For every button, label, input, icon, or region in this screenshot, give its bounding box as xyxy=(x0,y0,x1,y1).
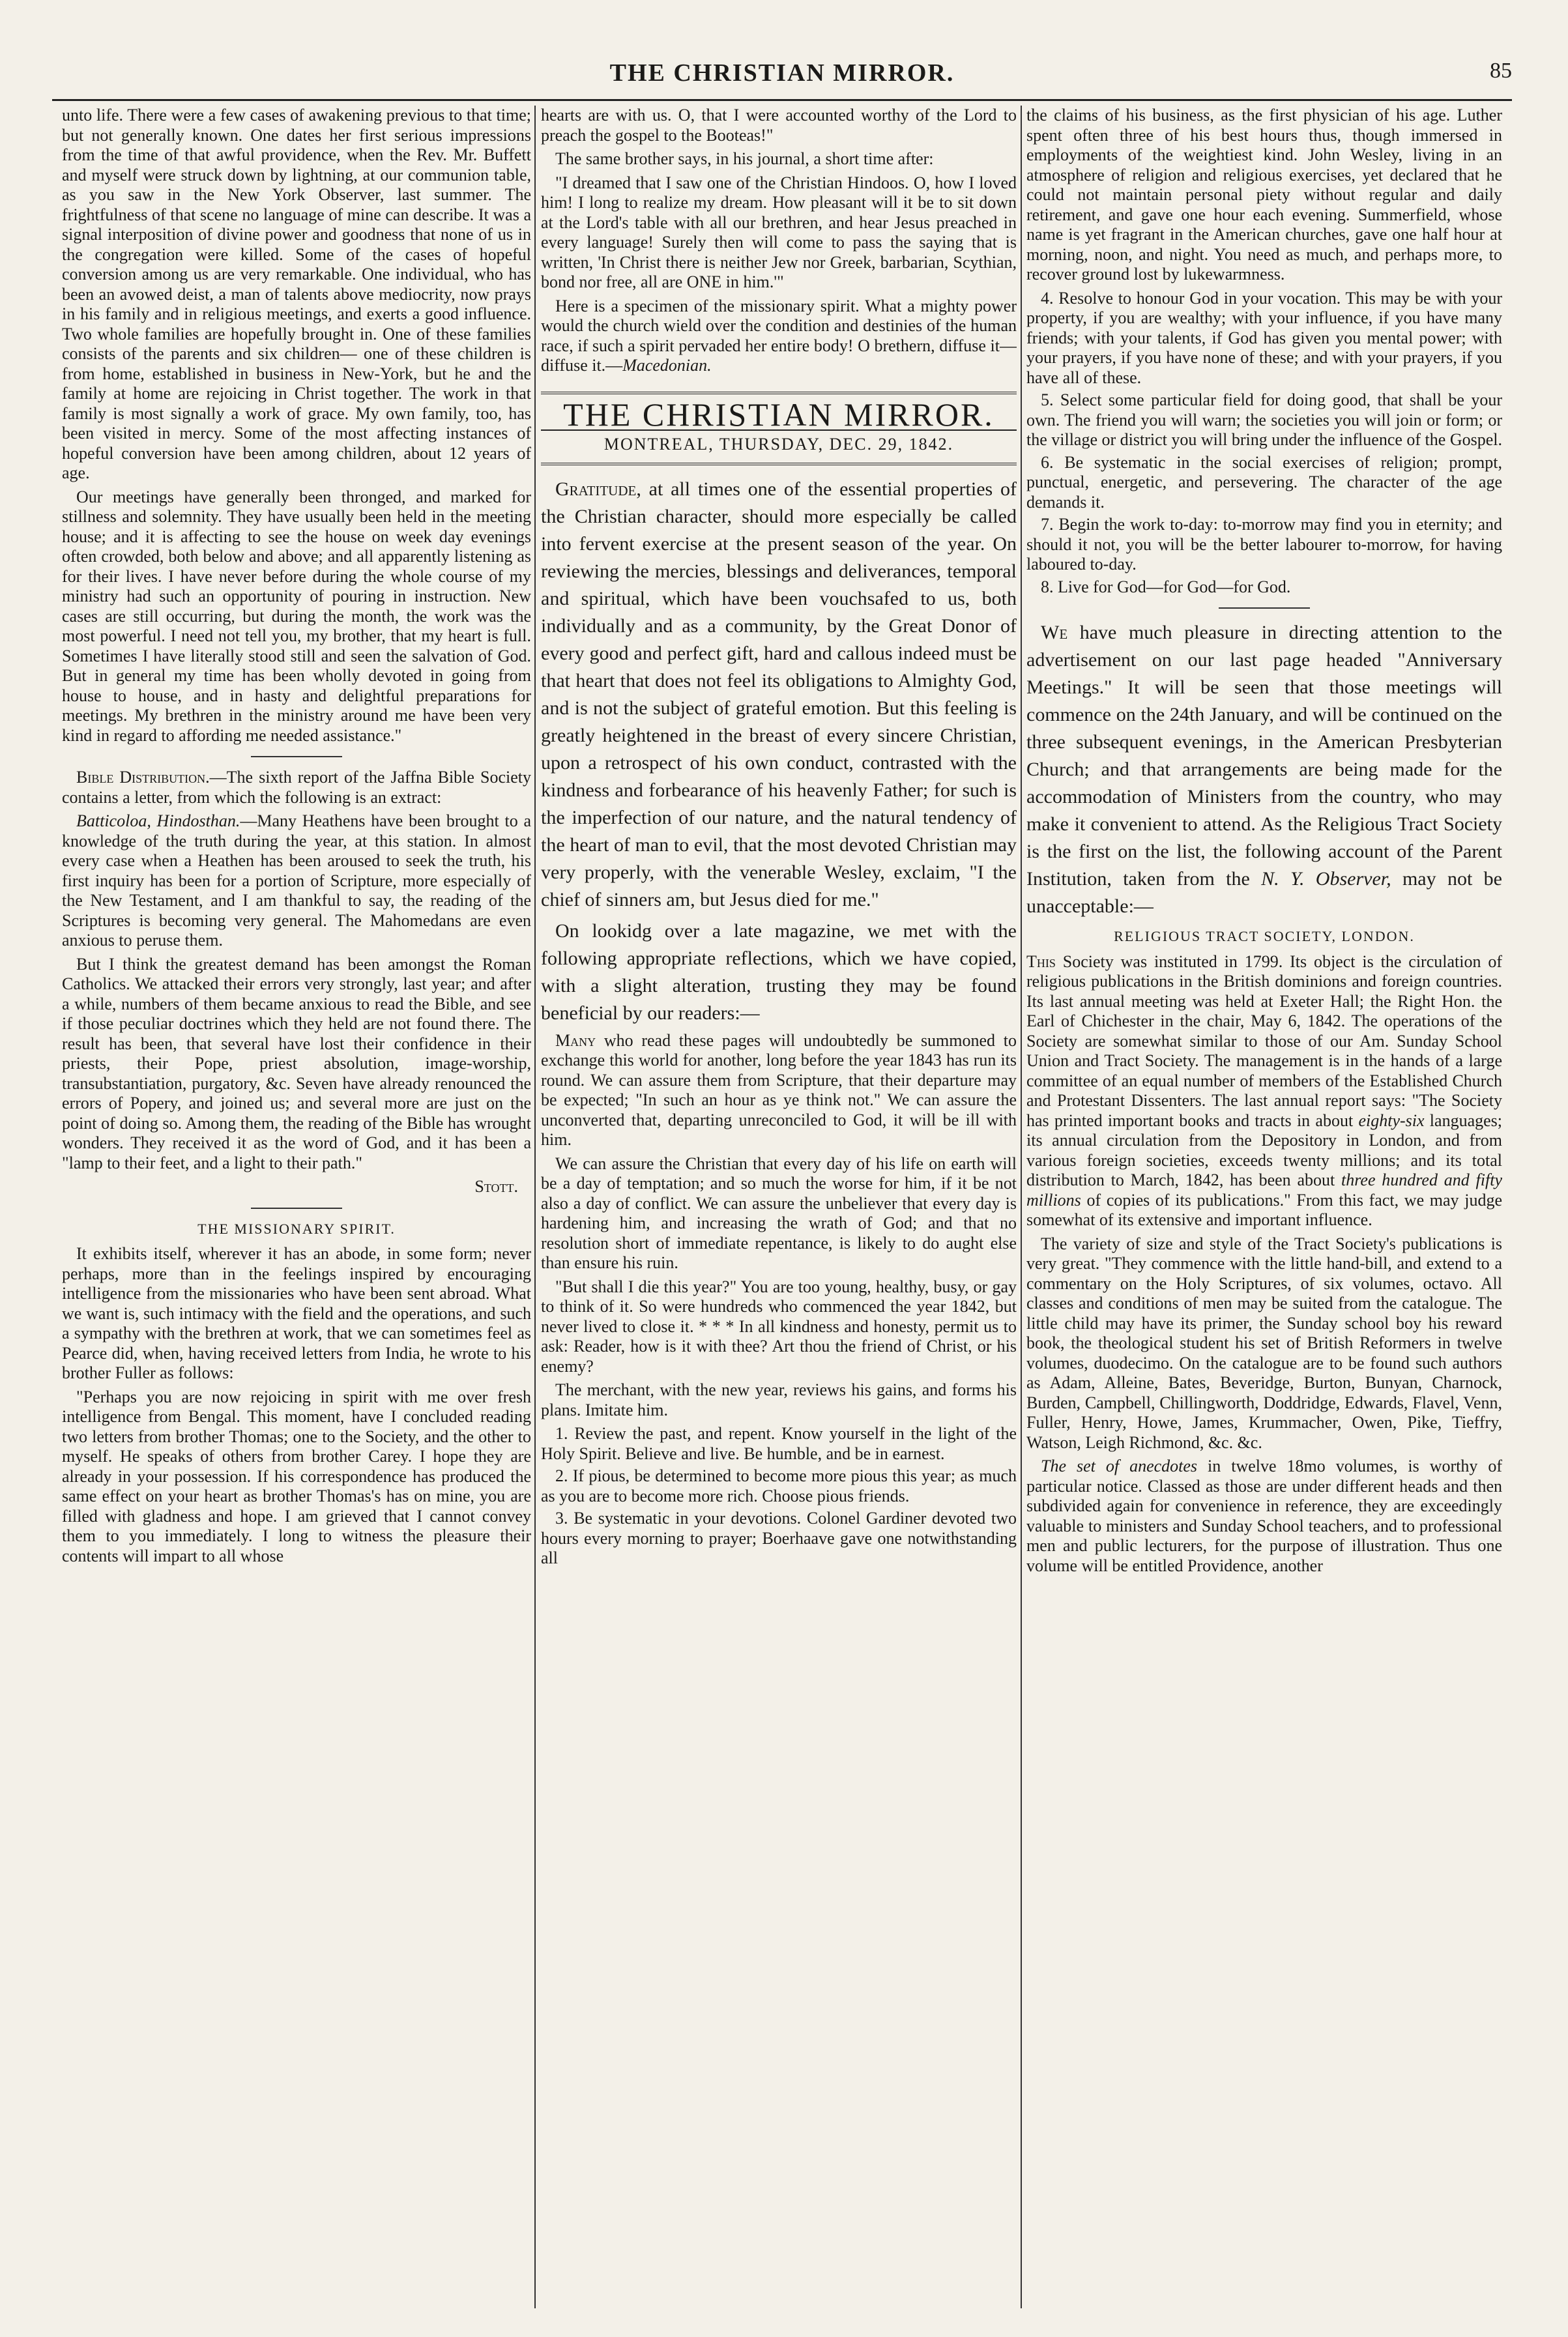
paragraph: The variety of size and style of the Tract Society's publications is very great. "They commence with the little hand-bill, and extend to a commentary on the Holy Scriptures, of six volumes, octavo. All classes and conditions of men may be suited from the catalogue. The little child may have its primer, the Sunday school boy his reward book, the theological student his set of British Reformers in twelve volumes, duodecimo. On the catalogue are to be found such authors as Adam, Alleine, Bates, Beveridge, Burton, Bunyan, Charnock, Burden, Campbell, Chillingworth, Doddridge, Edwards, Flavel, Venn, Fuller, Henry, Howe, James, Krummacher, Owen, Pike, Tieffry, Watson, Leigh Richmond, &c. &c. xyxy=(1026,1234,1502,1452)
column-3 xyxy=(1026,106,1502,2308)
paragraph: "Perhaps you are now rejoicing in spirit with me over fresh intelligence from Bengal. This moment, have I concluded reading two letters from brother Thomas; one to the Society, and the other to myself. He speaks of others from brother Carey. I hope they are already in your possession. If his correspondence has produced the same effect on your heart as brother Thomas's has on mine, you are filled with gladness and hope. I am grieved that I cannot convey them to you immediately. I long to witness the pleasure their contents will impart to all whose xyxy=(62,1387,531,1565)
dateline: Batticoloa, Hindosthan. xyxy=(76,811,240,830)
editorial-paragraph: Gratitude, at all times one of the essential properties of the Christian character, should more especially be called into fervent exercise at the present season of the year. On reviewing the mercies, blessings and deliverances, temporal and spiritual, which have been vouchsafed to us, both individually and as a community, by the Great Donor of every good and perfect gift, hard and callous indeed must be that heart that does not feel its obligations to Almighty God, and is not the subject of grateful emotion. But this feeling is greatly heightened in the breast of every sincere Christian, upon a retrospect of his own conduct, contrasted with the kindness and forbearance of his heavenly Father; for such is the imperfection of our nature, and the natural tendency of the heart of man to evil, that the most devoted Christian may very properly, with the venerable Wesley, exclaim, "I the chief of sinners am, but Jesus died for me." xyxy=(541,478,1017,910)
announcement-paragraph: We have much pleasure in directing attention to the advertisement on our last page headed "Anniversary Meetings." It will be seen that those meetings will commence on the 24th January, and will be continued on the three subsequent evenings, in the American Presbyterian Church; and that arrangements are being made for the accommodation of Ministers from the country, who may make it convenient to attend. As the Religious Tract Society is the first on the list, the following account of the Parent Institution, taken from the N. Y. Observer, may not be unacceptable:— xyxy=(1026,622,1502,917)
list-item: 1. Review the past, and repent. Know yourself in the light of the Holy Spirit. Believe and live. Be humble, and be in earnest. xyxy=(541,1424,1017,1463)
header-rule xyxy=(52,99,1512,101)
source-credit: Macedonian. xyxy=(622,356,712,375)
resolution-list xyxy=(541,1424,1017,1569)
divider xyxy=(1219,607,1310,609)
paragraph: unto life. There were a few cases of awakening previous to that time; but not generally known. One dates her first serious impressions from the time of that awful providence, when the Rev. Mr. Buffett and myself were struck down by lightning, at our communion table, as you saw in the New York Observer, last summer. The frightfulness of that scene no language of mine can describe. It was a signal interposition of divine power and goodness that none of us in the congregation were killed. Some of the cases of hopeful conversion among us are very remarkable. One individual, who has been an avowed deist, a man of talents above mediocrity, now prays in his family and in religious meetings, and exerts a good influence. Two whole families are hopefully brought in. One of these families consists of the parents and six children— one of these children is from home, established in business in New-York, but he and the family at home are rejoicing in Christ together. The work in that family is most signally a work of grace. My own family, too, has been visited in mercy. Some of the most affecting instances of hopeful conversion have been among children, about 12 years of age. xyxy=(62,106,531,482)
masthead xyxy=(541,392,1017,465)
paragraph: It exhibits itself, wherever it has an abode, in some form; never perhaps, more than in the feelings inspired by encouraging intelligence from the missionaries who have been sent abroad. What we want is, such intimacy with the field and the operations, and such a sympathy with the brethren at work, that we can sometimes feel as Pearce did, when, having received letters from India, he wrote to his brother Fuller as follows: xyxy=(62,1244,531,1382)
list-item: 4. Resolve to honour God in your vocation. This may be with your property, if you are wealthy; with your influence, if you have many friends; with your talents, if God has given you mental power; with your prayers, if you have none of these; and with your prayers, if you have all of these. xyxy=(1026,288,1502,387)
section-lead: Many xyxy=(555,1030,596,1050)
paragraph: Our meetings have generally been thronged, and marked for stillness and solemnity. They have usually been held in the meeting house; and it is affecting to see the house on week day evenings often crowded, both below and above; and all apparently listening as for their lives. I have never before during the whole course of my ministry had such an opportunity of pouring in instruction. New cases are still occurring, but during the month, the work was the most powerful. I need not tell you, my brother, that my heart is full. Sometimes I have literally stood still and seen the salvation of God. But in general my time has been wholly devoted in going from house to house, and in hasty and delightful preparations for meetings. My brethren in the ministry around me have been very kind in regard to affording me needed assistance." xyxy=(62,487,531,745)
list-item: 7. Begin the work to-day: to-morrow may find you in eternity; and should it not, you will be the better labourer to-morrow, for having laboured to-day. xyxy=(1026,515,1502,573)
paragraph: hearts are with us. O, that I were accounted worthy of the Lord to preach the gospel to the Booteas!" xyxy=(541,106,1017,145)
list-item: 2. If pious, be determined to become more pious this year; as much as you are to become more rich. Choose pious friends. xyxy=(541,1466,1017,1505)
paragraph: The merchant, with the new year, reviews his gains, and forms his plans. Imitate him. xyxy=(541,1380,1017,1419)
page-number: 85 xyxy=(1490,59,1512,83)
paragraph: But I think the greatest demand has been amongst the Roman Catholics. We attacked their errors very strongly, last year; and after a while, numbers of them became anxious to read the Bible, and see if those peculiar doctrines which they held are not found there. The result has been, that several have lost their confidence in their priests, their Pope, priest absolution, image-worship, transubstantiation, purgatory, &c. Seven have already renounced the errors of Popery, and joined us; and several more are just on the point of doing so. Among them, the reading of the Bible has wrought wonders. They received it as the word of God, and it has been a "lamp to their feet, and a light to their path." xyxy=(62,954,531,1172)
running-title: THE CHRISTIAN MIRROR. xyxy=(609,59,955,87)
column-rule-2 xyxy=(1021,106,1022,2308)
list-item: 5. Select some particular field for doing good, that shall be your own. The friend you will warn; the societies you will join or form; or the village or district you will bring under the influence of the Gospel. xyxy=(1026,390,1502,449)
column-2 xyxy=(541,106,1017,2308)
paragraph: "I dreamed that I saw one of the Christian Hindoos. O, how I loved him! I long to realize my dream. How pleasant will it be to sit down at the Lord's table with all our brethren, and hear Jesus preached in every language! Surely then will come to pass the saying that is written, 'In Christ there is neither Jew nor Greek, barbarian, Scythian, bond nor free, all are ONE in him.'" xyxy=(541,173,1017,291)
editorial-paragraph: On lookidg over a late magazine, we met with the following appropriate reflections, which we have copied, with a slight alteration, trusting they may be found beneficial by our readers:— xyxy=(541,920,1017,1024)
signature: Stott. xyxy=(474,1177,518,1196)
masthead-date: MONTREAL, THURSDAY, DEC. 29, 1842. xyxy=(541,429,1017,455)
paragraph: The same brother says, in his journal, a short time after: xyxy=(555,149,934,168)
paragraph: The set of anecdotes in twelve 18mo volumes, is worthy of particular notice. Classed as those are under different heads and then subdivided again for convenience in reference, they are exceedingly valuable to ministers and Sunday School teachers, and to professional men and public lecturers, for the purpose of illustration. Thus one volume will be entitled Providence, another xyxy=(1026,1457,1502,1575)
column-rule-1 xyxy=(534,106,536,2308)
section-lead: Gratitude, xyxy=(555,478,641,500)
paragraph: This Society was instituted in 1799. Its object is the circulation of religious publications in the British dominions and foreign countries. Its last annual meeting was held at Exeter Hall; the Right Hon. the Earl of Chichester in the chair, May 6, 1842. The operations of the Society are somewhat similar to those of our Am. Sunday School Union and Tract Society. The management is in the hands of a large committee of an equal number of members of the Established Church and Protestant Dissenters. The last annual report says: "The Society has printed important books and tracts in about eighty-six languages; its annual circulation from the Depository in London, and from various foreign societies, exceeds twenty millions; and its total distribution to March, 1842, has been about three hundred and fifty millions of copies of its publications." From this fact, we may judge somewhat of its extensive and important influence. xyxy=(1026,951,1502,1229)
list-item: 8. Live for God—for God—for God. xyxy=(1041,577,1291,596)
section-lead: We xyxy=(1041,622,1068,643)
section-heading: THE MISSIONARY SPIRIT. xyxy=(197,1220,396,1237)
paragraph: "But shall I die this year?" You are too young, healthy, busy, or gay to think of it. So were hundreds who commenced the year 1842, but never lived to close it. * * * In all kindness and honesty, permit us to ask: Reader, how is it with thee? Art thou the friend of Christ, or his enemy? xyxy=(541,1277,1017,1376)
resolution-list xyxy=(1026,289,1502,598)
paragraph: Batticoloa, Hindosthan.—Many Heathens have been brought to a knowledge of the truth during the year, at this station. In almost every case when a Heathen has been aroused to seek the truth, his first inquiry has been for a portion of Scripture, more especially of the New Testament, and I am thankful to say, the reading of the Scriptures is becoming very general. The Mahomedans are even anxious to peruse them. xyxy=(62,811,531,950)
paragraph: Many who read these pages will undoubtedly be summoned to exchange this world for another, long before the year 1843 has run its round. We can assure them from Scripture, that their departure may be expected; "In such an hour as ye think not." We can assure the unconverted that, departing unreconciled to God, it will be ill with him. xyxy=(541,1030,1017,1149)
divider xyxy=(251,1208,342,1209)
paragraph: We can assure the Christian that every day of his life on earth will be a day of temptation; and so much the worse for him, if it be not also a day of conflict. We can assure the unbeliever that every day is hardening him, and increasing the wrath of God; and that no resolution short of immediate repentance, is likely to do aught else than ensure his ruin. xyxy=(541,1154,1017,1272)
paragraph: Bible Distribution.—The sixth report of the Jaffna Bible Society contains a letter, from which the following is an extract: xyxy=(62,768,531,807)
section-heading: RELIGIOUS TRACT SOCIETY, LONDON. xyxy=(1114,928,1415,944)
column-1 xyxy=(62,106,531,2308)
section-lead: Bible Distribution. xyxy=(76,768,210,787)
divider xyxy=(251,756,342,757)
masthead-title: THE CHRISTIAN MIRROR. xyxy=(563,396,995,433)
list-item: 3. Be systematic in your devotions. Colonel Gardiner devoted two hours every morning to prayer; Boerhaave gave one notwithstanding all xyxy=(541,1509,1017,1567)
paragraph: the claims of his business, as the first physician of his age. Luther spent often three of his best hours thus, though immersed in employments of the weightiest kind. John Wesley, living in an atmosphere of religion and religious exercises, yet declared that he could not maintain personal piety without regular and daily retirement, and gave one hour each evening. Summerfield, whose name is yet fragrant in the American churches, gave one half hour at morning, noon, and night. You need as much, and perhaps more, to recover ground lost by lukewarmness. xyxy=(1026,106,1502,283)
paragraph: Here is a specimen of the missionary spirit. What a mighty power would the church wield over the condition and destinies of the human race, if such a spirit pervaded her entire body! O brethern, diffuse it—diffuse it.—Macedonian. xyxy=(541,296,1017,375)
source-credit: N. Y. Observer, xyxy=(1261,868,1391,890)
page-header xyxy=(52,59,1512,98)
section-lead: This xyxy=(1026,951,1056,971)
list-item: 6. Be systematic in the social exercises of religion; prompt, punctual, energetic, and persevering. The character of the age demands it. xyxy=(1026,452,1502,512)
